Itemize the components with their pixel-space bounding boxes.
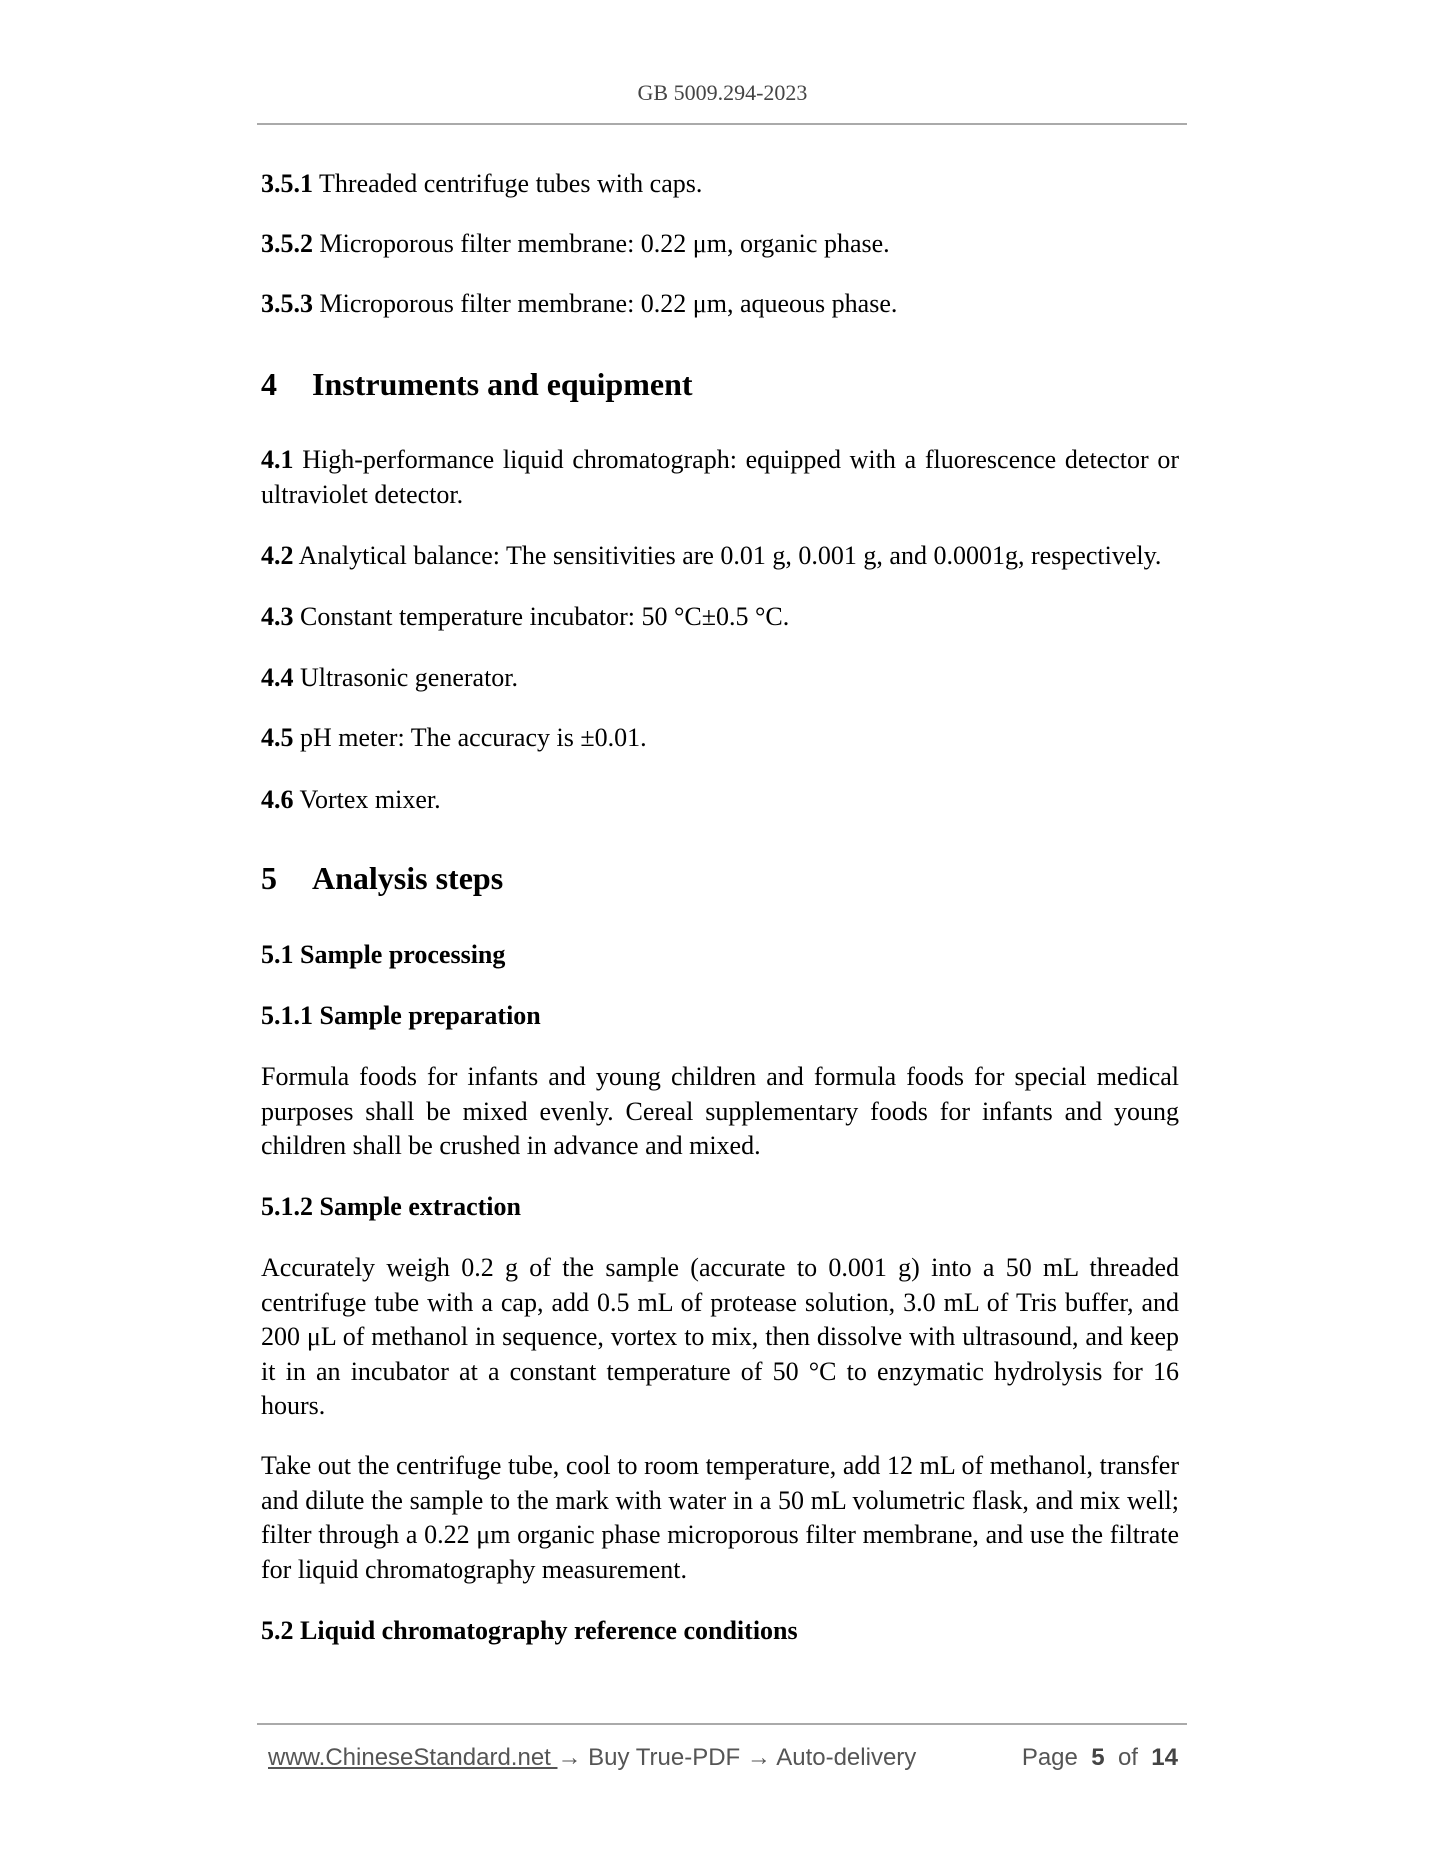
page-current: 5 <box>1091 1744 1105 1771</box>
subsection-heading-5-1-2: 5.1.2 Sample extraction <box>261 1192 521 1221</box>
section-heading-4 <box>261 364 1179 404</box>
subsection-heading-5-1-1: 5.1.1 Sample preparation <box>261 1001 541 1030</box>
clause-4-5 <box>261 721 1179 756</box>
page-total: 14 <box>1151 1744 1178 1771</box>
clause-number: 4.1 <box>261 445 294 474</box>
clause-text: High-performance liquid chromatograph: equipped with a fluorescence detector or ultraviolet detector. <box>261 445 1179 509</box>
clause-number: 3.5.1 <box>261 169 313 198</box>
section-title: Analysis steps <box>312 860 504 896</box>
section-number: 4 <box>261 366 277 402</box>
page-indicator <box>1022 1742 1178 1774</box>
paragraph-sample-extraction-1: Accurately weigh 0.2 g of the sample (accurate to 0.001 g) into a 50 mL threaded centrifuge tube with a cap, add 0.5 mL of protease solution, 3.0 mL of Tris buffer, and 200 μL of methanol in sequence, vortex to mix, then dissolve with ultrasound, and keep it in an incubator at a constant temperature of 50 °C to enzymatic hydrolysis for 16 hours. <box>261 1253 1179 1421</box>
clause-4-2 <box>261 539 1179 574</box>
website-link[interactable]: www.ChineseStandard.net <box>268 1744 558 1771</box>
clause-number: 3.5.2 <box>261 229 313 258</box>
auto-delivery-text: Auto-delivery <box>770 1744 917 1771</box>
header-divider <box>257 123 1187 125</box>
clause-number: 4.3 <box>261 602 294 631</box>
paragraph-sample-extraction-2: Take out the centrifuge tube, cool to room temperature, add 12 mL of methanol, transfer and dilute the sample to the mark with water in a 50 mL volumetric flask, and mix well; filter through a 0.22 μm organic phase microporous filter membrane, and use the filtrate for liquid chromatography measurement. <box>261 1451 1179 1584</box>
paragraph-sample-preparation: Formula foods for infants and young children and formula foods for special medical purposes shall be mixed evenly. Cereal supplementary foods for infants and young children shall be crushed in advance and mixed. <box>261 1062 1179 1161</box>
clause-4-4 <box>261 661 1179 696</box>
section-number: 5 <box>261 860 277 896</box>
clause-number: 4.5 <box>261 723 294 752</box>
subsection-heading-5-1: 5.1 Sample processing <box>261 940 506 969</box>
document-header-title: GB 5009.294-2023 <box>637 80 808 105</box>
clause-3-5-3 <box>261 287 1179 322</box>
clause-number: 4.2 <box>261 541 294 570</box>
clause-3-5-1 <box>261 167 1179 202</box>
buy-true-pdf-text: Buy True-PDF <box>581 1744 747 1771</box>
clause-text: Constant temperature incubator: 50 °C±0.5 °C. <box>293 602 790 631</box>
arrow-right-icon: → <box>746 1744 771 1771</box>
footer-divider <box>257 1723 1187 1725</box>
clause-4-3 <box>261 600 1179 635</box>
clause-text: Ultrasonic generator. <box>293 663 519 692</box>
clause-number: 3.5.3 <box>261 289 313 318</box>
section-title: Instruments and equipment <box>312 366 693 402</box>
clause-text: Analytical balance: The sensitivities are 0.01 g, 0.001 g, and 0.0001g, respectively. <box>293 541 1162 570</box>
page-of-label: of <box>1117 1744 1138 1771</box>
clause-text: Microporous filter membrane: 0.22 μm, aqueous phase. <box>313 289 898 318</box>
clause-text: Microporous filter membrane: 0.22 μm, organic phase. <box>313 229 890 258</box>
clause-number: 4.4 <box>261 663 294 692</box>
clause-text: Threaded centrifuge tubes with caps. <box>313 169 703 198</box>
page-label: Page <box>1021 1744 1078 1771</box>
clause-number: 4.6 <box>261 785 294 814</box>
arrow-right-icon: → <box>557 1744 582 1771</box>
clause-3-5-2 <box>261 227 1179 262</box>
clause-text: pH meter: The accuracy is ±0.01. <box>293 723 647 752</box>
clause-4-6 <box>261 783 1179 818</box>
clause-text: Vortex mixer. <box>293 785 441 814</box>
section-heading-5 <box>261 858 1179 898</box>
clause-4-1 <box>261 443 1179 512</box>
page-footer <box>268 1742 1180 1774</box>
subsection-heading-5-2: 5.2 Liquid chromatography reference conditions <box>261 1616 798 1645</box>
